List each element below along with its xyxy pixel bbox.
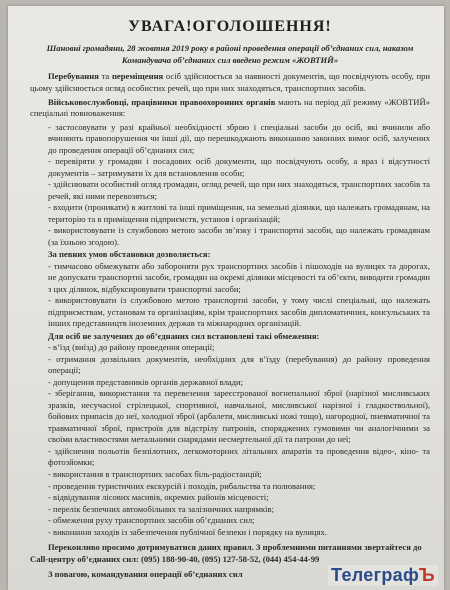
power-item: - здійснювати особистий огляд громадян, огляд речей, що при них знаходяться, транспортних засобів та речей, які ними перевозяться; — [48, 179, 430, 201]
limit-item: - допущення представників органів державної влади; — [48, 376, 244, 387]
contact-footer: Переконливо просимо дотримуватися даних правил. З проблемними питаннями звертайтеся до Call-центру об’єднаних сил: (095) 188-90-40, (095) 127-58-52, (044) 454-44-99 — [30, 542, 422, 564]
logo-mark: Ъ — [419, 565, 435, 585]
limit-item: - використання в транспортних засобах біль-радіостанцій; — [48, 469, 262, 479]
movement-bold-2: переміщення — [111, 71, 164, 82]
notice-sheet — [8, 6, 444, 590]
allowed-item: - тимчасово обмежувати або забороняти рух транспортних засобів і пішоходів на вулицях та дорогах, не допускати транспортні засоби, громадян на окремі ділянки місцевості та об’єкти, виводити громадян з цих ділянок, відбуксировувати транспортні засоби; — [48, 260, 430, 294]
limit-item: - здійснення польотів безпілотних, легкомоторних літальних апаратів та проведення відео-, кіно- та фотозйомки; — [48, 445, 430, 468]
signature-footer: З повагою, командування операції об’єднаних сил — [48, 569, 243, 580]
limit-item: - відвідування лісових масивів, окремих районів місцевості; — [48, 492, 269, 503]
limit-item: - зберігання, використання та перевезення зареєстрованої вогнепальної зброї (нарізної мисливських зразків, несучасної стрілецької, спортивної, навчальної, мисливської нарізної і гладкоствольної), бойових припасів до неї, холодної зброї (арбалети, мисливські ножі тощо), нагородної, пневматичної та травматичної зброї, пристроїв для відстрілу патронів, споряджених гумовими чи аналогічними за своїми властивостями метальними снарядами несмертельної дії та патрони до неї; — [48, 388, 430, 445]
powers-rest: мають на період дії режиму «ЖОВТИЙ» спеціальні повноваження: — [30, 96, 430, 119]
power-item: - входити (проникати) в житлові та інші приміщення, на земельні ділянки, що належать громадянам, на територію та в приміщення підприємств, установ і організацій; — [48, 202, 430, 224]
limit-item: - отримання дозвільних документів, необхідних для в’їзду (перебування) до району проведення операції; — [48, 353, 430, 376]
notice-body — [8, 6, 444, 581]
movement-conj: та — [98, 71, 112, 82]
powers-bold: Військовослужбовці, працівники правоохоронних органів — [48, 96, 276, 107]
movement-rest: осіб здійснюється за наявності документів, що посвідчують особу, при цьому здійснюється огляд особистих речей, що при них знаходяться, транспортних засобів. — [30, 71, 430, 93]
movement-bold-1: Перебування — [48, 71, 99, 82]
power-item: - перевіряти у громадян і посадових осіб документи, що посвідчують особу, а враз і відсутності документів – затримувати їх для встановлення особи; — [48, 156, 430, 178]
limit-item: - обмеження руху транспортних засобів об’єднаних сил; — [48, 515, 255, 526]
limit-item: - перелік безпечних автомобільних та залізничних напрямків; — [48, 503, 274, 514]
logo-text: Телеграф — [331, 565, 420, 585]
power-item: - використовувати із службовою метою засоби зв’язку і транспортні засоби, що належать громадянам (за їхньою згодою). — [48, 225, 430, 247]
allowed-heading: За певних умов обстановки дозволяється: — [48, 249, 211, 260]
powers-intro — [30, 97, 430, 120]
limits-heading: Для осіб не залучених до об’єднаних сил встановлені такі обмеження: — [48, 330, 320, 341]
notice-intro: Шановні громадяни, 28 жовтня 2019 року в районі проведення операції об’єднаних сил, наказом Командувача об’єднаних сил введено режим «ЖОВТИЙ» — [46, 43, 414, 65]
power-item: - застосовувати у разі крайньої необхідності зброю і спеціальні засоби до осіб, які вчинили або вчиняють правопорушення чи інші дії, що перешкоджають виконанню законних вимог осіб, залучених до проведення операції об’єднаних сил; — [48, 121, 430, 155]
limit-item: - проведення туристичних екскурсій і походів, рибальства та полювання; — [48, 480, 316, 491]
telegraf-logo — [328, 565, 438, 586]
limit-item: - виконання заходів із забезпечення публічної безпеки і порядку на вулицях. — [48, 526, 327, 537]
allowed-item: - використовувати із службовою метою транспортні засоби, у тому числі спеціальні, що належать підприємствам, установам та організаціям, крім транспортних засобів дипломатичних, консульських та інших представництв іноземних держав та міжнародних організацій. — [48, 295, 430, 329]
limit-item: - в’їзд (виїзд) до району проведення операції; — [48, 342, 215, 353]
movement-paragraph — [30, 71, 430, 94]
notice-title: УВАГА!ОГОЛОШЕННЯ! — [128, 18, 332, 35]
